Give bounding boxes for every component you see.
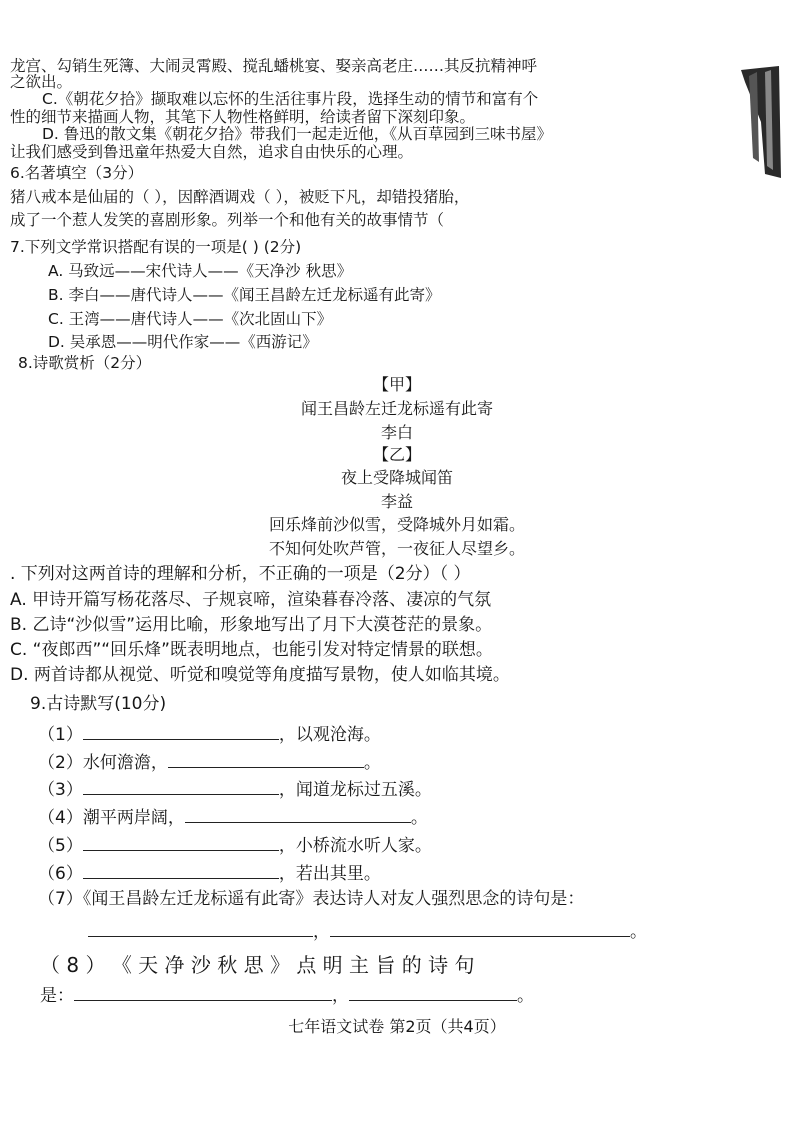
poem-a-author: 李白 (380, 423, 413, 442)
q9-item-6 (38, 862, 381, 885)
item-text-after: ，若出其里。 (278, 864, 381, 884)
q9-item-4 (38, 806, 428, 829)
poem-b-tag: 【乙】 (372, 445, 421, 464)
text-line: 龙宫、勾销生死簿、大闹灵霄殿、搅乱蟠桃宴、娶亲高老庄……其反抗精神呼 (10, 57, 538, 75)
poem-b-title: 夜上受降城闻笛 (340, 468, 453, 487)
poem-a-title: 闻王昌龄左迁龙标遥有此寄 (300, 399, 493, 418)
answer-blank[interactable] (74, 984, 332, 1001)
q6-line2: 成了一个惹人发笑的喜剧形象。列举一个和他有关的故事情节（ (10, 211, 445, 229)
item-number: （2） (38, 753, 83, 773)
q8-option-c: C. “夜郎西”“回乐烽”既表明地点，也能引发对特定情景的联想。 (10, 640, 493, 660)
option-c-line: C.《朝花夕拾》撷取难以忘怀的生活往事片段，选择生动的情节和富有个 (42, 90, 539, 108)
item-number: （1） (38, 725, 83, 745)
q9-item-1 (38, 723, 381, 746)
answer-blank[interactable] (83, 723, 279, 740)
q6-line1: 猪八戒本是仙届的（ ），因醉酒调戏（ ），被贬下凡，却错投猪胎， (10, 188, 470, 206)
q7-option-b: B. 李白——唐代诗人——《闻王昌龄左迁龙标遥有此寄》 (48, 286, 441, 304)
item-text-after: 。 (410, 808, 428, 828)
q8-option-b: B. 乙诗“沙似雪”运用比喻，形象地写出了月下大漠苍茫的景象。 (10, 615, 493, 635)
item-number: （5） (38, 836, 83, 856)
answer-blank[interactable] (83, 862, 279, 879)
poem-b-author: 李益 (380, 492, 413, 511)
item-text-before: 水何澹澹， (82, 753, 168, 773)
text-line: 性的细节来描画人物，其笔下人物性格鲜明，给读者留下深刻印象。 (10, 108, 476, 126)
q8-question: . 下列对这两首诗的理解和分析，不正确的一项是（2分）（ ） (10, 564, 471, 584)
q8-title: 8.诗歌赏析（2分） (18, 354, 152, 372)
q9-title: 9.古诗默写(10分) (30, 694, 167, 714)
item-number: （6） (38, 864, 83, 884)
item-number: （3） (38, 780, 83, 800)
q9-item-5 (38, 834, 432, 857)
item-number: （4） (38, 808, 83, 828)
q7-option-d: D. 吴承恩——明代作家——《西游记》 (48, 333, 318, 351)
item-text-before: 潮平两岸阔， (82, 808, 185, 828)
q6-title: 6.名著填空（3分） (10, 164, 144, 182)
q9-item-7 (38, 888, 584, 910)
item-text-after: ，小桥流水听人家。 (278, 836, 432, 856)
item-number: （7） (38, 889, 83, 909)
item-text-after: ，以观沧海。 (278, 725, 381, 745)
poem-b-line: 回乐烽前沙似雪，受降城外月如霜。 (268, 515, 525, 534)
text-line: 之欲出。 (10, 73, 73, 91)
q7-option-c: C. 王湾——唐代诗人——《次北固山下》 (48, 310, 333, 328)
item-text: 《 天 净 沙 秋 思 》 点 明 主 旨 的 诗 句 (111, 953, 475, 977)
poem-b-line: 不知何处吹芦管，一夜征人尽望乡。 (268, 539, 525, 558)
page-footer: 七年语文试卷 第2页（共4页） (288, 1017, 506, 1036)
q8-option-d: D. 两首诗都从视觉、听觉和嗅觉等角度描写景物，使人如临其境。 (10, 665, 510, 685)
option-d-line: D. 鲁迅的散文集《朝花夕拾》带我们一起走近他，《从百草园到三味书屋》 (42, 125, 553, 143)
q9-item-7-blanks: ， 。 (88, 920, 647, 943)
q9-item-8 (40, 952, 474, 978)
q7-option-a: A. 马致远——宋代诗人——《天净沙 秋思》 (48, 262, 353, 280)
q7-title: 7.下列文学常识搭配有误的一项是( ) (2分) (10, 238, 302, 256)
item-text-after: ，闻道龙标过五溪。 (278, 780, 432, 800)
answer-blank[interactable] (349, 984, 517, 1001)
answer-blank[interactable] (83, 834, 279, 851)
q9-item-3 (38, 778, 432, 801)
item-text-after: 。 (363, 753, 381, 773)
q9-item-2 (38, 751, 381, 774)
item-lead: 是： (40, 986, 74, 1006)
text-line: 让我们感受到鲁迅童年热爱大自然，追求自由快乐的心理。 (10, 143, 414, 161)
scan-edge-mark (735, 62, 783, 182)
answer-blank[interactable] (168, 751, 364, 768)
q9-item-8-blanks: 是： ， 。 (40, 986, 534, 1006)
answer-blank[interactable] (330, 920, 630, 937)
item-text: 《闻王昌龄左迁龙标遥有此寄》表达诗人对友人强烈思念的诗句是： (82, 889, 585, 909)
answer-blank[interactable] (88, 920, 313, 937)
q8-option-a: A. 甲诗开篇写杨花落尽、子规哀啼，渲染暮春冷落、凄凉的气氛 (10, 590, 492, 610)
item-number: （ 8 ） (40, 953, 106, 977)
answer-blank[interactable] (83, 778, 279, 795)
answer-blank[interactable] (185, 806, 411, 823)
poem-a-tag: 【甲】 (372, 375, 421, 394)
